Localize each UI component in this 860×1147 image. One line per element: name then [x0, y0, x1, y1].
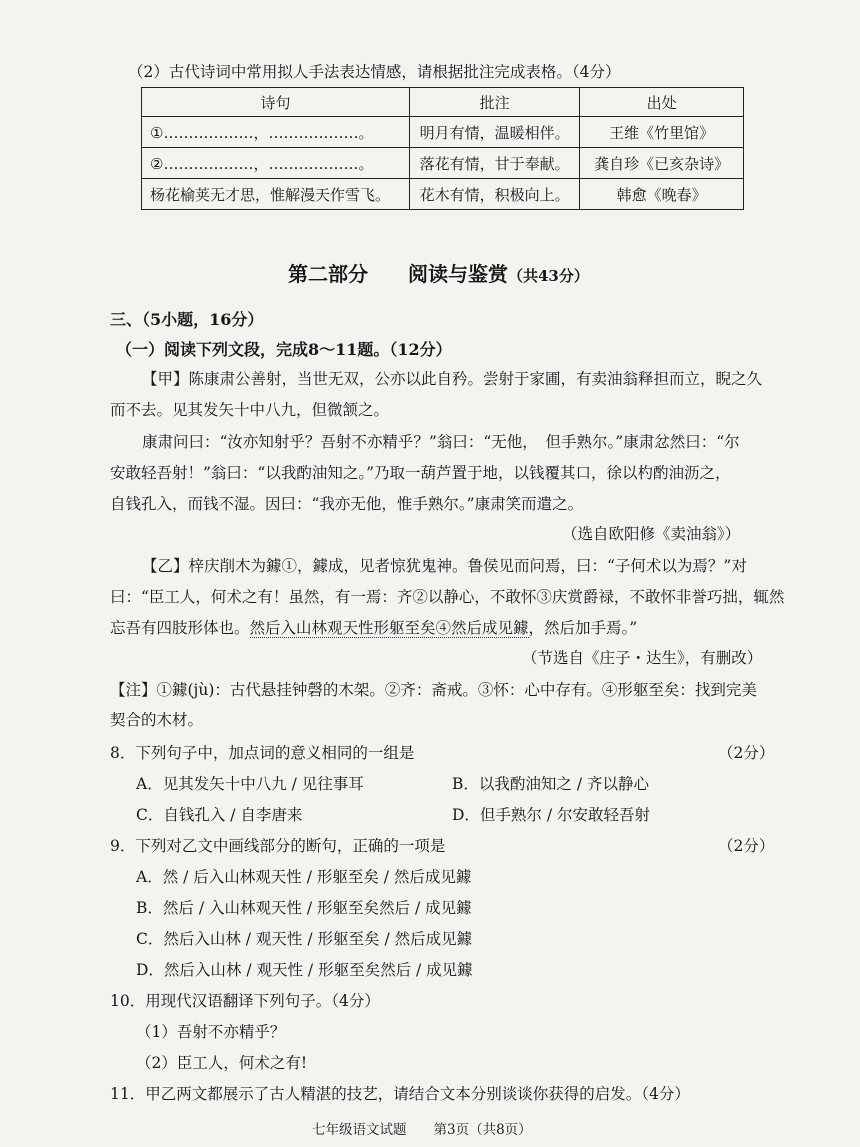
yi-line1: 【乙】梓庆削木为鐻①，鐻成，见者惊犹鬼神。鲁侯见而问焉，曰：“子何术以为焉？”对	[142, 557, 747, 575]
jia-p1-line1: 【甲】陈康肃公善射，当世无双，公亦以此自矜。尝射于家圃，有卖油翁释担而立，睨之久	[142, 370, 763, 388]
q9-option-c[interactable]: C．然后入山林 / 观天性 / 形躯至矣 / 然后成见鐻	[136, 930, 473, 948]
row3-annotation: 花木有情，积极向上。	[410, 179, 580, 210]
header-source: 出处	[580, 88, 744, 117]
row2-source: 龚自珍《已亥杂诗》	[580, 148, 744, 179]
row1-annotation: 明月有情，温暖相伴。	[410, 117, 580, 148]
jia-p2-line3: 自钱孔入，而钱不湿。因曰：“我亦无他，惟手熟尔。”康肃笑而遣之。	[110, 495, 584, 513]
jia-p2-line1: 康肃问曰：“汝亦知射乎？吾射不亦精乎？”翁曰：“无他， 但手熟尔。”康肃忿然曰：“尔	[142, 433, 740, 451]
jia-source: （选自欧阳修《卖油翁》）	[562, 525, 741, 543]
note-line2: 契合的木材。	[110, 711, 204, 729]
header-poem: 诗句	[142, 88, 410, 117]
yi-source: （节选自《庄子・达生》，有删改）	[522, 649, 763, 667]
q10-sentence2: （2）臣工人，何术之有!	[136, 1054, 308, 1072]
row1-source: 王维《竹里馆》	[580, 117, 744, 148]
q10-stem: 10．用现代汉语翻译下列句子。（4分）	[110, 992, 380, 1010]
q8-score: （2分）	[718, 744, 775, 762]
row2-annotation: 落花有情，甘于奉献。	[410, 148, 580, 179]
header-annotation: 批注	[410, 88, 580, 117]
yi-line2: 曰：“臣工人，何术之有！虽然，有一焉：齐②以静心，不敢怀③庆赏爵禄，不敢怀非誉巧拙，辄然	[110, 588, 785, 606]
q9-option-d[interactable]: D．然后入山林 / 观天性 / 形躯至矣然后 / 成见鐻	[136, 961, 473, 979]
q8-stem: 8．下列句子中，加点词的意义相同的一组是	[110, 744, 415, 762]
yi-line3	[110, 616, 637, 638]
part-title-score: （共43分）	[508, 267, 589, 285]
q9-stem: 9．下列对乙文中画线部分的断句，正确的一项是	[110, 837, 446, 855]
table-row	[142, 148, 744, 179]
section-heading: 三、（5小题，16分）	[110, 310, 264, 329]
q11-stem: 11．甲乙两文都展示了古人精湛的技艺，请结合文本分别谈谈你获得的启发。（4分）	[110, 1085, 690, 1103]
poem-table	[141, 87, 744, 210]
yi-line3-end: ，然后加手焉。”	[528, 619, 638, 637]
q9-option-a[interactable]: A．然 / 后入山林观天性 / 形躯至矣 / 然后成见鐻	[136, 868, 472, 886]
yi-underlined-passage: 然后入山林观天性形躯至矣④然后成见鐻	[249, 619, 529, 637]
q10-sentence1: （1）吾射不亦精乎？	[136, 1023, 286, 1041]
table-row	[142, 179, 744, 210]
jia-p1-line2: 而不去。见其发矢十中八九，但微颔之。	[110, 401, 390, 419]
q8-option-a[interactable]: A．见其发矢十中八九 / 见往事耳	[136, 775, 364, 793]
row1-poem-blank: ①………………，………………。	[142, 117, 410, 148]
section-subheading: （一）阅读下列文段，完成8～11题。（12分）	[116, 340, 452, 359]
jia-p2-line2: 安敢轻吾射！”翁曰：“以我酌油知之。”乃取一葫芦置于地，以钱覆其口，徐以杓酌油沥之，	[110, 464, 731, 482]
q9-option-b[interactable]: B．然后 / 入山林观天性 / 形躯至矣然后 / 成见鐻	[136, 899, 472, 917]
row3-poem: 杨花榆荚无才思，惟解漫天作雪飞。	[142, 179, 410, 210]
q8-option-b[interactable]: B．以我酌油知之 / 齐以静心	[452, 775, 649, 793]
q2-prompt: （2）古代诗词中常用拟人手法表达情感，请根据批注完成表格。（4分）	[128, 63, 621, 81]
q9-score: （2分）	[718, 837, 775, 855]
part-title-text: 第二部分 阅读与鉴赏	[288, 262, 508, 286]
q8-option-d[interactable]: D．但手熟尔 / 尔安敢轻吾射	[452, 806, 651, 824]
page-footer: 七年级语文试题 第3页（共8页）	[312, 1122, 532, 1138]
row2-poem-blank: ②………………，………………。	[142, 148, 410, 179]
table-row	[142, 117, 744, 148]
yi-line3-start: 忘吾有四肢形体也。	[110, 619, 250, 637]
table-header-row	[142, 88, 744, 117]
note-line1: 【注】①鐻(jù)：古代悬挂钟磬的木架。②齐：斋戒。③怀：心中存有。④形躯至矣：找到完美	[110, 681, 757, 699]
part-title	[288, 258, 589, 287]
q8-option-c[interactable]: C．自钱孔入 / 自李唐来	[136, 806, 303, 824]
row3-source: 韩愈《晚春》	[580, 179, 744, 210]
